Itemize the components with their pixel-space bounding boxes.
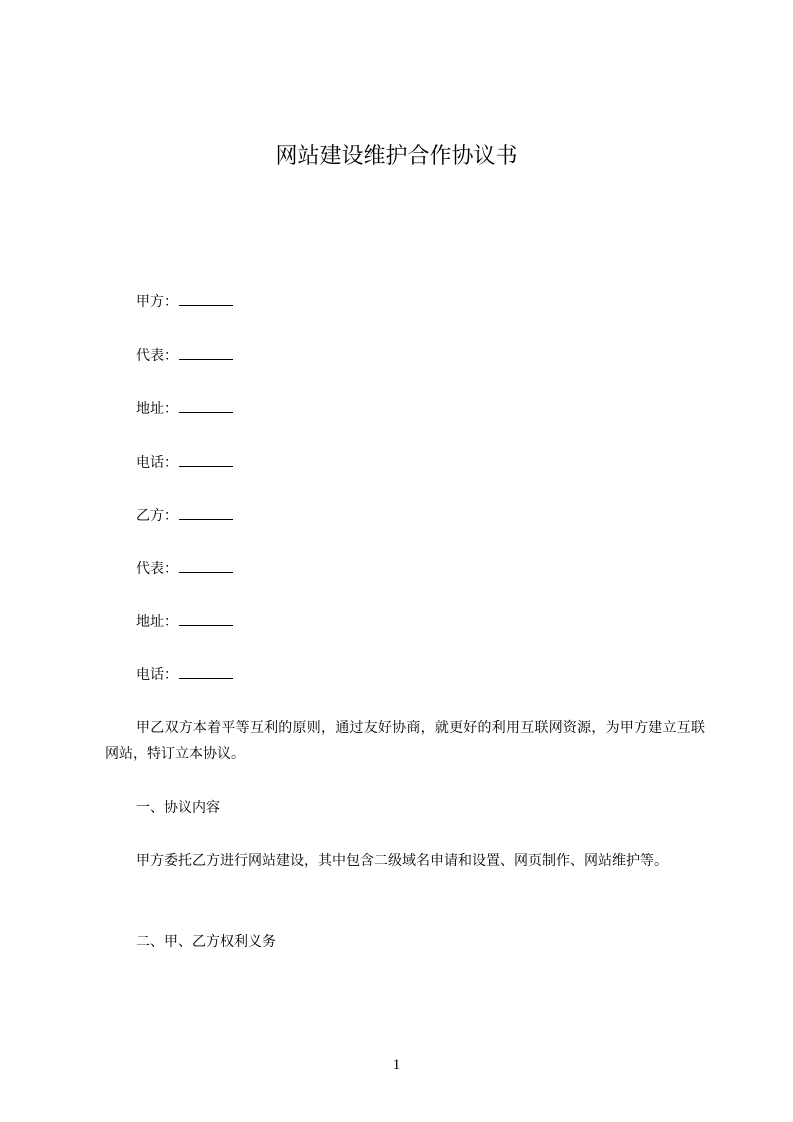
document-title: 网站建设维护合作协议书	[275, 144, 518, 169]
intro-paragraph: 甲乙双方本着平等互利的原则，通过友好协商，就更好的利用互联网资源，为甲方建立互联网站，特订立本协议。	[105, 720, 705, 762]
party-a-representative-blank	[179, 346, 233, 360]
party-b-field	[136, 506, 233, 526]
party-b-representative-field	[136, 559, 233, 579]
party-a-address-blank	[179, 399, 233, 413]
party-b-address-field	[136, 612, 233, 632]
party-b-address-blank	[179, 612, 233, 626]
section-paragraph-agreement-content: 甲方委托乙方进行网站建设，其中包含二级域名申请和设置、网页制作、网站维护等。	[136, 853, 668, 869]
party-a-address-field	[136, 399, 233, 419]
party-a-blank	[179, 292, 233, 306]
party-b-representative-blank	[179, 559, 233, 573]
party-b-phone-blank	[179, 665, 233, 679]
party-a-address-label: 地址：	[136, 401, 178, 417]
party-b-phone-label: 电话：	[136, 667, 178, 683]
party-a-phone-blank	[179, 453, 233, 467]
party-a-field	[136, 292, 233, 312]
party-b-phone-field	[136, 665, 233, 685]
party-b-blank	[179, 506, 233, 520]
page-number: 1	[392, 1057, 401, 1073]
section-heading-rights-obligations: 二、甲、乙方权利义务	[136, 934, 276, 950]
party-b-representative-label: 代表：	[136, 561, 178, 577]
party-a-label: 甲方：	[136, 294, 178, 310]
party-a-phone-label: 电话：	[136, 455, 178, 471]
party-b-label: 乙方：	[136, 508, 178, 524]
party-a-representative-field	[136, 346, 233, 366]
party-a-phone-field	[136, 453, 233, 473]
party-a-representative-label: 代表：	[136, 348, 178, 364]
party-b-address-label: 地址：	[136, 614, 178, 630]
section-heading-agreement-content: 一、协议内容	[136, 800, 220, 816]
